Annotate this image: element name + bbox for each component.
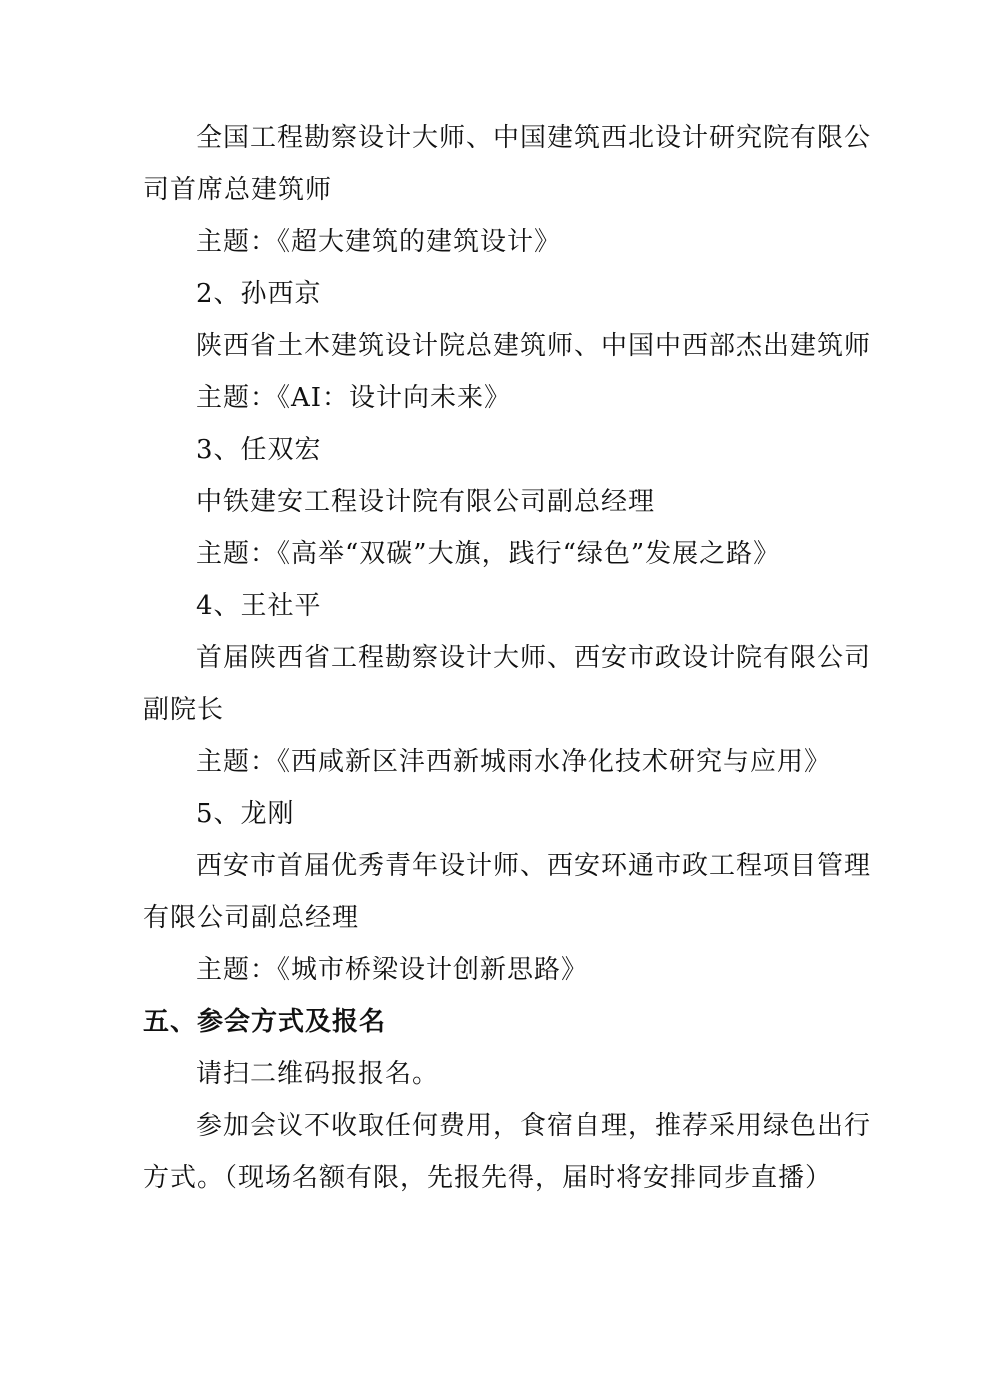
speaker4-title-line2: 副院长 — [143, 695, 225, 725]
section5-para2-line1: 参加会议不收取任何费用，食宿自理，推荐采用绿色出行 — [196, 1111, 872, 1141]
speaker5-title-line1: 西安市首届优秀青年设计师、西安环通市政工程项目管理 — [196, 851, 872, 881]
speaker4-name: 4、王社平 — [196, 591, 322, 621]
section5-para1: 请扫二维码报报名。 — [196, 1059, 440, 1089]
speaker3-name: 3、任双宏 — [196, 435, 322, 465]
section5-para2-line2: 方式。（现场名额有限，先报先得，届时将安排同步直播） — [143, 1163, 833, 1193]
speaker3-title: 中铁建安工程设计院有限公司副总经理 — [196, 487, 656, 517]
speaker2-name: 2、孙西京 — [196, 279, 322, 309]
speaker5-topic: 主题：《城市桥梁设计创新思路》 — [196, 955, 589, 985]
speaker2-topic: 主题：《AI：设计向未来》 — [196, 383, 512, 413]
speaker5-name: 5、龙刚 — [196, 799, 295, 829]
speaker1-topic: 主题：《超大建筑的建筑设计》 — [196, 227, 562, 257]
speaker3-topic: 主题：《高举“双碳”大旗，践行“绿色”发展之路》 — [196, 539, 781, 569]
speaker4-title-line1: 首届陕西省工程勘察设计大师、西安市政设计院有限公司 — [196, 643, 872, 673]
speaker4-topic: 主题：《西咸新区沣西新城雨水净化技术研究与应用》 — [196, 747, 832, 777]
speaker1-title-line2: 司首席总建筑师 — [143, 175, 333, 205]
speaker5-title-line2: 有限公司副总经理 — [143, 903, 360, 933]
speaker2-title: 陕西省土木建筑设计院总建筑师、中国中西部杰出建筑师 — [196, 331, 872, 361]
speaker1-title-line1: 全国工程勘察设计大师、中国建筑西北设计研究院有限公 — [196, 123, 872, 153]
section5-heading: 五、参会方式及报名 — [143, 1007, 387, 1037]
